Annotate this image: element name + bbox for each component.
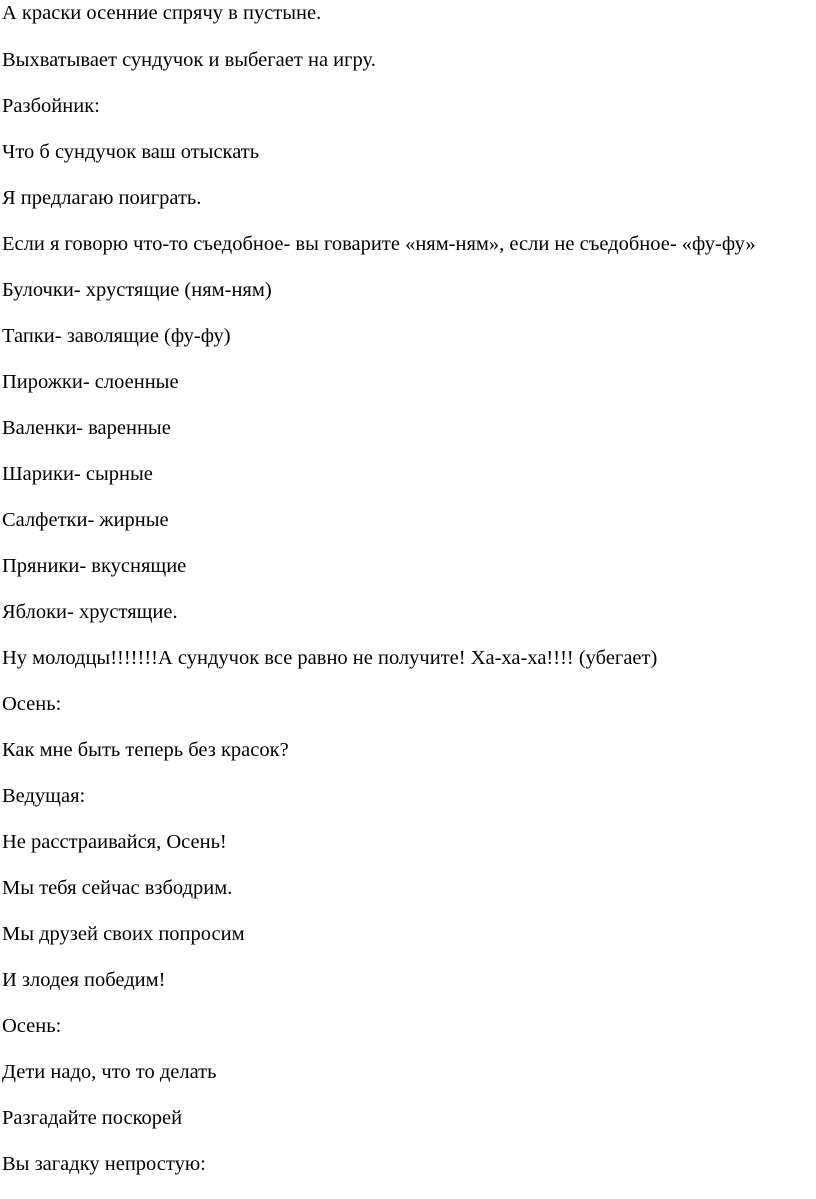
text-line: Осень: <box>2 1015 62 1037</box>
text-line: Если я говорю что-то съедобное- вы говарите «ням-ням», если не съедобное- «фу-фу» <box>2 233 756 255</box>
text-line: Пирожки- слоенные <box>2 371 179 393</box>
text-line: Валенки- варенные <box>2 417 171 439</box>
text-line: Шарики- сырные <box>2 463 153 485</box>
text-line: Тапки- заволящие (фу-фу) <box>2 325 231 347</box>
text-line: Разбойник: <box>2 95 100 117</box>
text-line: Яблоки- хрустящие. <box>2 601 178 623</box>
text-line: Мы друзей своих попросим <box>2 923 245 945</box>
text-line: И злодея победим! <box>2 969 166 991</box>
text-line: А краски осенние спрячу в пустыне. <box>2 2 322 24</box>
text-line: Осень: <box>2 693 62 715</box>
text-line: Ну молодцы!!!!!!!А сундучок все равно не получите! Ха-ха-ха!!!! (убегает) <box>2 647 658 669</box>
text-line: Выхватывает сундучок и выбегает на игру. <box>2 49 376 71</box>
text-line: Разгадайте поскорей <box>2 1107 183 1129</box>
text-line: Пряники- вкуснящие <box>2 555 187 577</box>
text-line: Как мне быть теперь без красок? <box>2 739 289 761</box>
text-line: Мы тебя сейчас взбодрим. <box>2 877 233 899</box>
text-line: Вы загадку непростую: <box>2 1153 206 1175</box>
text-line: Булочки- хрустящие (ням-ням) <box>2 279 272 301</box>
text-line: Ведущая: <box>2 785 86 807</box>
text-line: Не расстраивайся, Осень! <box>2 831 227 853</box>
text-line: Что б сундучок ваш отыскать <box>2 141 260 163</box>
text-line: Дети надо, что то делать <box>2 1061 217 1083</box>
text-line: Салфетки- жирные <box>2 509 169 531</box>
text-line: Я предлагаю поиграть. <box>2 187 202 209</box>
